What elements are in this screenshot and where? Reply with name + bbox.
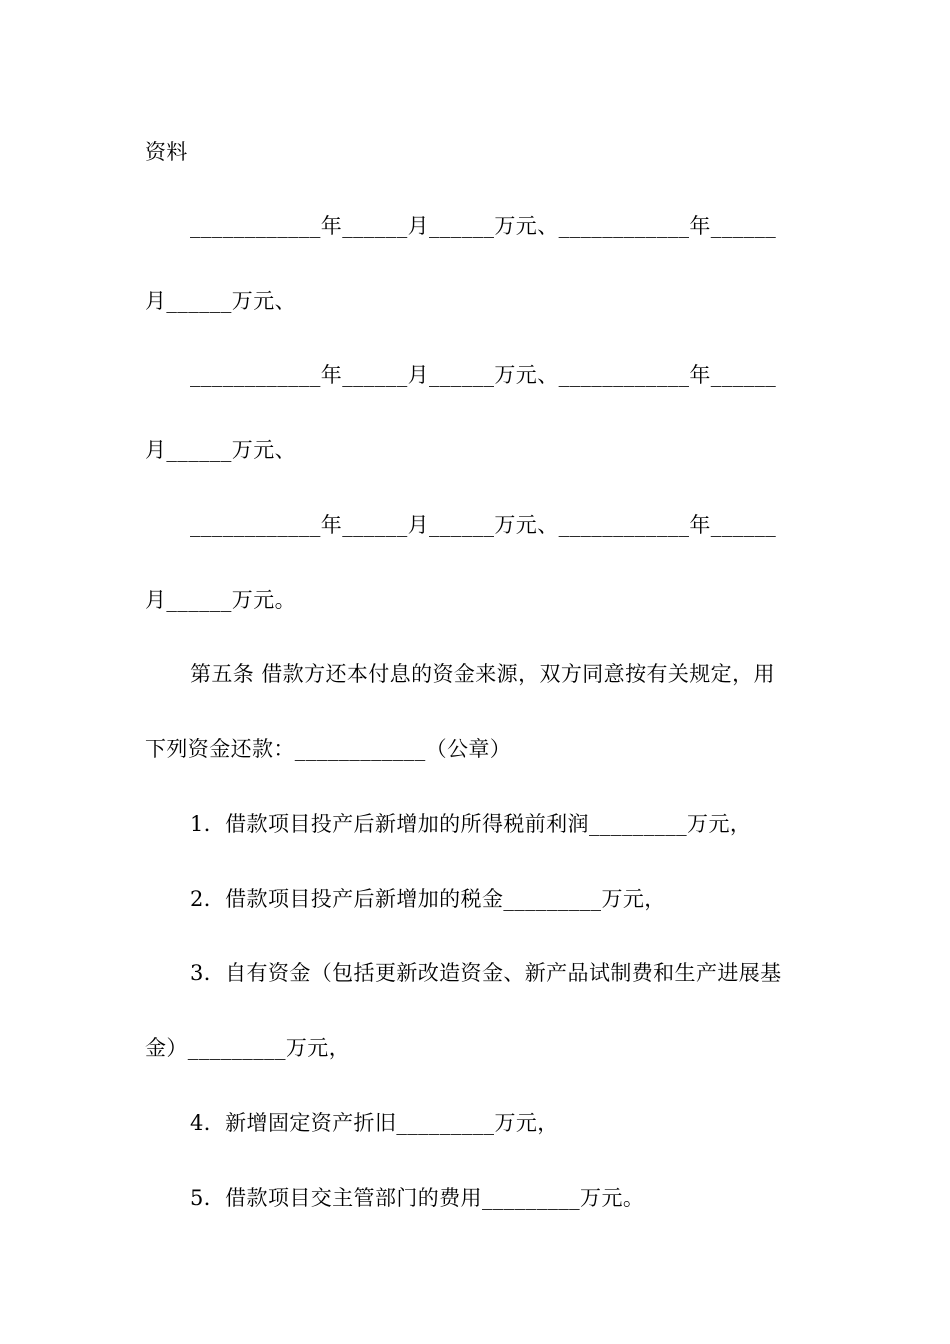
text-line-schedule-1a: ____________年______月______万元、____________年______ [190,214,777,238]
text-line-schedule-3b: 月______万元。 [145,588,296,612]
list-item-5: 5．借款项目交主管部门的费用_________万元。 [190,1186,645,1210]
list-item-1: 1．借款项目投产后新增加的所得税前利润_________万元， [190,812,752,836]
list-item-2: 2．借款项目投产后新增加的税金_________万元， [190,887,666,911]
text-line-heading-fragment: 资料 [145,140,188,164]
text-line-schedule-1b: 月______万元、 [145,289,296,313]
list-item-3-line-2: 金）_________万元， [145,1036,351,1060]
list-item-4: 4．新增固定资产折旧_________万元， [190,1111,559,1135]
text-line-schedule-3a: ____________年______月______万元、____________年______ [190,513,777,537]
article-five-line-1: 第五条 借款方还本付息的资金来源，双方同意按有关规定，用 [190,662,775,686]
list-item-3-line-1: 3．自有资金（包括更新改造资金、新产品试制费和生产进展基 [190,961,782,985]
text-line-schedule-2b: 月______万元、 [145,438,296,462]
text-line-schedule-2a: ____________年______月______万元、____________年______ [190,363,777,387]
article-five-line-2: 下列资金还款：____________（公章） [145,737,512,761]
